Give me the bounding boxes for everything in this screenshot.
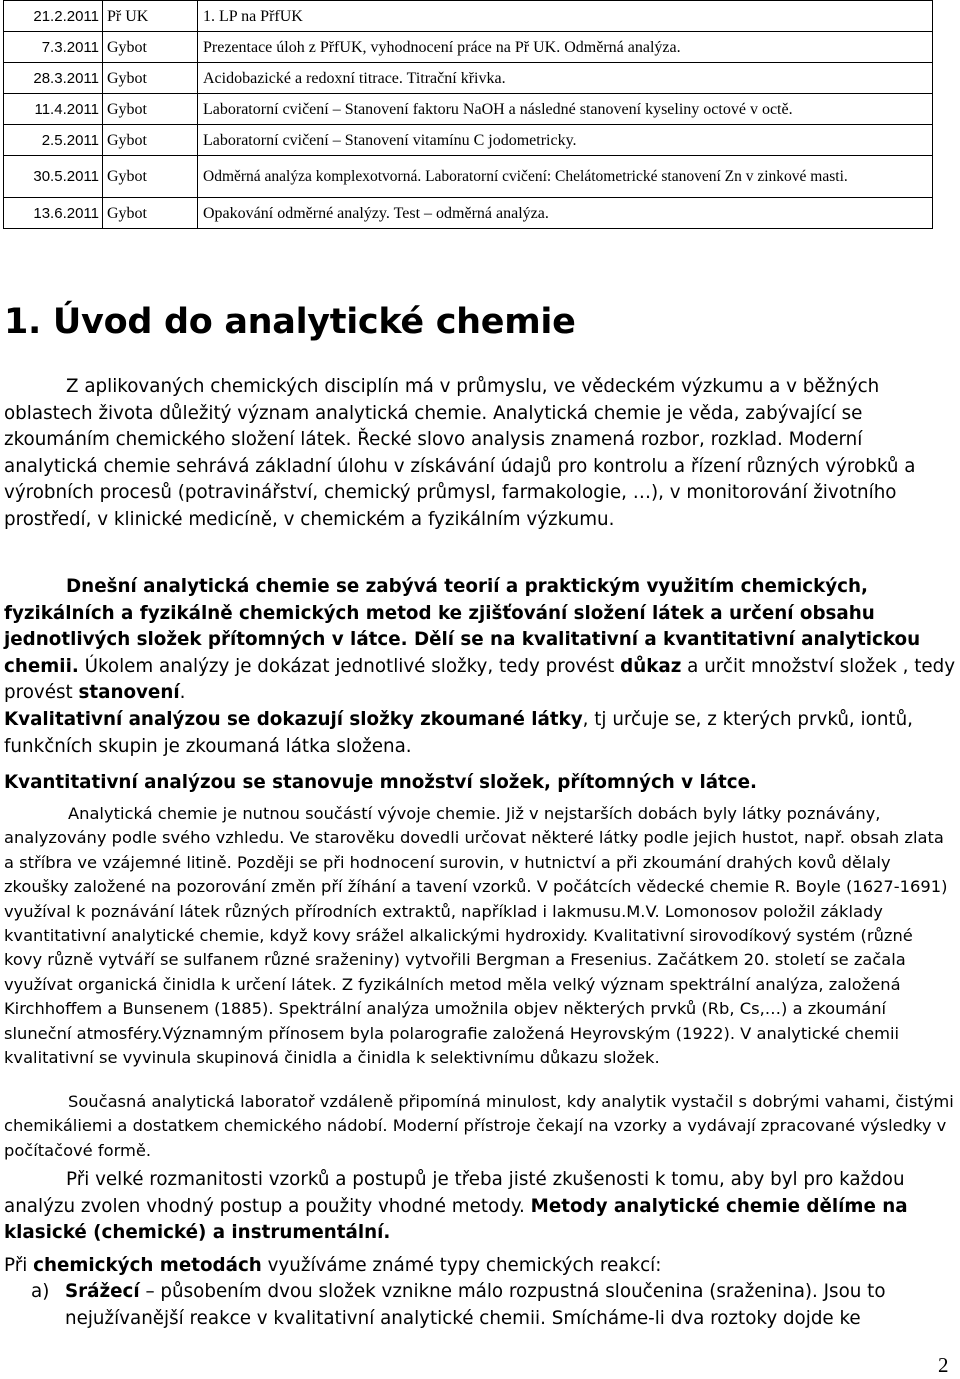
chemical-methods-bold: chemických metodách <box>33 1255 262 1276</box>
schedule-date: 28.3.2011 <box>4 63 103 94</box>
schedule-place: Př UK <box>103 1 198 32</box>
chemical-methods-paragraph <box>4 1253 956 1280</box>
schedule-row <box>4 32 933 63</box>
schedule-topic: 1. LP na PřfUK <box>198 1 933 32</box>
schedule-date: 7.3.2011 <box>4 32 103 63</box>
schedule-place: Gybot <box>103 63 198 94</box>
definition-text: . <box>179 682 186 703</box>
definition-text: a určit množství složek , tedy provést <box>4 655 956 703</box>
schedule-place: Gybot <box>103 94 198 125</box>
schedule-row <box>4 156 933 198</box>
list-item-bold: Srážecí <box>65 1281 140 1302</box>
chemical-methods-text: využíváme známé typy chemických reakcí: <box>261 1255 662 1276</box>
schedule-row <box>4 1 933 32</box>
schedule-row <box>4 198 933 229</box>
schedule-place: Gybot <box>103 125 198 156</box>
schedule-place: Gybot <box>103 198 198 229</box>
schedule-topic: Prezentace úloh z PřfUK, vyhodnocení práce na Př UK. Odměrná analýza. <box>198 32 933 63</box>
definition-bold: Dnešní analytická chemie se zabývá teorií a praktickým využitím chemických, fyzikálních a fyzikálně chemických metod ke zjišťování složení látek a určení obsahu jednotlivých složek přítomných v látce. Dělí se na kvalitativní a kvantitativní analytickou chemii. <box>4 576 921 677</box>
schedule-topic: Acidobazické a redoxní titrace. Titrační křivka. <box>198 63 933 94</box>
schedule-row <box>4 94 933 125</box>
chemical-methods-text: Při <box>4 1255 34 1276</box>
definition-paragraph <box>4 574 956 707</box>
schedule-date: 21.2.2011 <box>4 1 103 32</box>
list-item <box>31 1279 960 1332</box>
schedule-date: 13.6.2011 <box>4 198 103 229</box>
quantitative-paragraph <box>4 770 956 797</box>
schedule-topic: Odměrná analýza komplexotvorná. Laboratorní cvičení: Chelátometrické stanovení Zn v zinkové masti. <box>198 156 933 198</box>
schedule-topic: Laboratorní cvičení – Stanovení vitamínu C jodometricky. <box>198 125 933 156</box>
section-heading: 1. Úvod do analytické chemie <box>4 302 576 342</box>
term-determination: stanovení <box>78 682 180 703</box>
schedule-row <box>4 125 933 156</box>
term-proof: důkaz <box>620 655 682 677</box>
schedule-table <box>3 0 933 229</box>
list-marker: a) <box>31 1281 50 1302</box>
qualitative-paragraph <box>4 707 956 760</box>
modern-lab-paragraph: Současná analytická laboratoř vzdáleně připomíná minulost, kdy analytik vystačil s dobrými vahami, čistými chemikáliemi a dostatkem chemického nádobí. Moderní přístroje čekají na vzorky a vydávají zpracované výsledky v počítačové formě. <box>4 1092 954 1160</box>
schedule-place: Gybot <box>103 156 198 198</box>
qualitative-bold: Kvalitativní analýzou se dokazují složky zkoumané látky <box>4 709 583 730</box>
schedule-date: 30.5.2011 <box>4 156 103 198</box>
schedule-row <box>4 63 933 94</box>
page-number: 2 <box>938 1353 949 1377</box>
quantitative-bold: Kvantitativní analýzou se stanovuje množství složek, přítomných v látce. <box>4 772 757 793</box>
history-paragraph: Analytická chemie je nutnou součástí vývoje chemie. Již v nejstarších dobách byly látky poznávány, analyzovány podle svého vzhledu. Ve starověku dovedli určovat některé látky podle jejich hustot, např. obsah zlata a stříbra ve vzájemné litině. Později se při hodnocení surovin, v hutnictví a při zkoumání drahých kovů dělaly zkoušky založené na pozorování změn pří žíhání a tavení vzorků. V počátcích vědecké chemie R. Boyle (1627-1691) využíval k poznávání látek různých přírodních extraktů, například i lakmusu.M.V. Lomonosov položil základy kvantitativní analytické chemie, když kovy srážel alkalickými hydroxidy. Kvalitativní sirovodíkový systém (různé kovy různě vytváří se sulfanem různé sraženiny) vytvořili Bergman a Fresenius. Začátkem 20. století se začala využívat organická činidla k určení látek. Z fyzikálních metod měla velký význam spektrální analýza, založená Kirchhoffem a Bunsenem (1885). Spektrální analýza umožnila objev některých prvků (Rb, Cs,…) a zkoumání sluneční atmosféry.Významným přínosem byla polarografie založená Heyrovským (1922). V analytické chemii kvalitativní se vyvinula skupinová činidla a činidla k selektivnímu důkazu složek. <box>4 804 948 1068</box>
schedule-date: 2.5.2011 <box>4 125 103 156</box>
qualitative-text: , tj určuje se, z kterých prvků, iontů, funkčních skupin je zkoumaná látka složena. <box>4 709 913 757</box>
intro-paragraph: Z aplikovaných chemických disciplín má v průmyslu, ve vědeckém výzkumu a v běžných oblastech života důležitý význam analytická chemie. Analytická chemie je věda, zabývající se zkoumáním chemického složení látek. Řecké slovo analysis znamená rozbor, rozklad. Moderní analytická chemie sehrává základní úlohu v získávání údajů pro kontrolu a řízení různých výrobků a výrobních procesů (potravinářství, chemický průmysl, farmakologie, …), v monitorování životního prostředí, v klinické medicíně, v chemickém a fyzikálním výzkumu. <box>4 376 916 530</box>
schedule-place: Gybot <box>103 32 198 63</box>
methods-paragraph <box>4 1167 956 1247</box>
schedule-date: 11.4.2011 <box>4 94 103 125</box>
schedule-topic: Laboratorní cvičení – Stanovení faktoru NaOH a následné stanovení kyseliny octové v octě. <box>198 94 933 125</box>
list-item-text: – působením dvou složek vznikne málo rozpustná sloučenina (sraženina). Jsou to nejužívanější reakce v kvalitativní analytické chemii. Smícháme-li dva roztoky dojde ke <box>65 1281 886 1329</box>
methods-bold: Metody analytické chemie dělíme na klasické (chemické) a instrumentální. <box>4 1195 908 1243</box>
methods-text: Při velké rozmanitosti vzorků a postupů je třeba jisté zkušenosti k tomu, aby byl pro každou analýzu zvolen vhodný postup a použity vhodné metody. <box>4 1169 905 1217</box>
schedule-topic: Opakování odměrné analýzy. Test – odměrná analýza. <box>198 198 933 229</box>
definition-text: Úkolem analýzy je dokázat jednotlivé složky, tedy provést <box>78 655 621 677</box>
